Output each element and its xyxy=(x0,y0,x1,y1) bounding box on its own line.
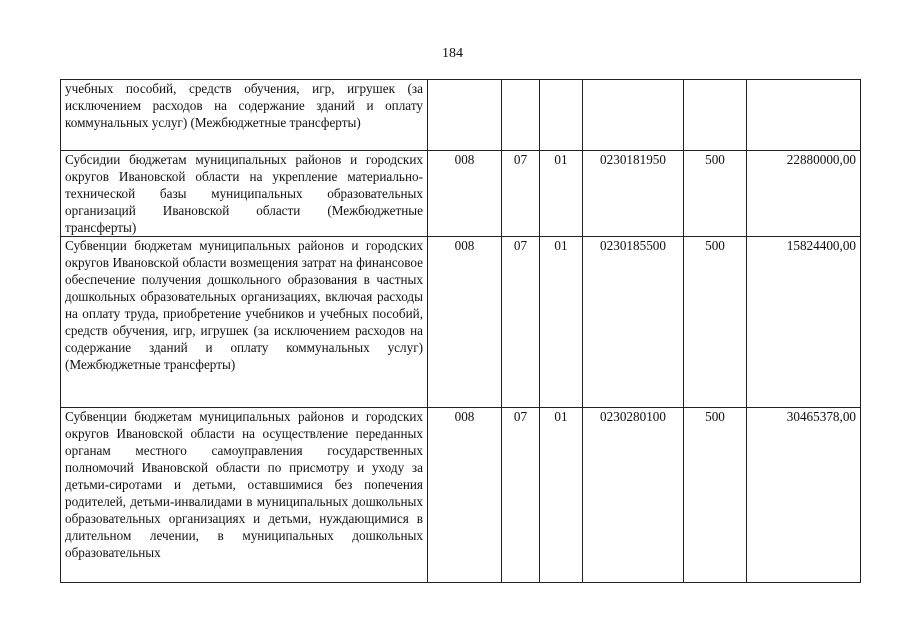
table-row xyxy=(61,408,861,583)
section-code: 07 xyxy=(502,151,540,237)
target-article-code: 0230181950 xyxy=(583,151,684,237)
section-code: 07 xyxy=(502,408,540,583)
target-article-code: 0230185500 xyxy=(583,237,684,408)
ministry-code: 008 xyxy=(428,408,502,583)
page-number: 184 xyxy=(442,46,463,61)
expense-type-code: 500 xyxy=(684,408,747,583)
subsection-code xyxy=(540,80,583,151)
row-description: Субсидии бюджетам муниципальных районов и городских округов Ивановской области на укрепление материально-технической базы муниципальных образовательных организаций Ивановской области (Межбюджетные трансферты) xyxy=(61,151,428,237)
expense-type-code: 500 xyxy=(684,237,747,408)
amount: 30465378,00 xyxy=(747,408,861,583)
table-row xyxy=(61,237,861,408)
budget-table xyxy=(60,79,861,583)
ministry-code: 008 xyxy=(428,237,502,408)
amount: 15824400,00 xyxy=(747,237,861,408)
expense-type-code xyxy=(684,80,747,151)
target-article-code xyxy=(583,80,684,151)
row-description: Субвенции бюджетам муниципальных районов и городских округов Ивановской области возмещения затрат на финансовое обеспечение получения дошкольного образования в частных дошкольных образовательных организациях, включая расходы на оплату труда, приобретение учебников и учебных пособий, средств обучения, игр, игрушек (за исключением расходов на содержание зданий и оплату коммунальных услуг) (Межбюджетные трансферты) xyxy=(61,237,428,408)
amount xyxy=(747,80,861,151)
target-article-code: 0230280100 xyxy=(583,408,684,583)
table-row xyxy=(61,80,861,151)
subsection-code: 01 xyxy=(540,408,583,583)
section-code: 07 xyxy=(502,237,540,408)
subsection-code: 01 xyxy=(540,237,583,408)
expense-type-code: 500 xyxy=(684,151,747,237)
section-code xyxy=(502,80,540,151)
subsection-code: 01 xyxy=(540,151,583,237)
table-row xyxy=(61,151,861,237)
row-description: Субвенции бюджетам муниципальных районов и городских округов Ивановской области на осуществление переданных органам местного самоуправления государственных полномочий Ивановской области по присмотру и уходу за детьми-сиротами и детьми, оставшимися без попечения родителей, детьми-инвалидами в муниципальных дошкольных образовательных организациях и детьми, нуждающимися в длительном лечении, в муниципальных дошкольных образовательных xyxy=(61,408,428,583)
ministry-code xyxy=(428,80,502,151)
ministry-code: 008 xyxy=(428,151,502,237)
amount: 22880000,00 xyxy=(747,151,861,237)
row-description: учебных пособий, средств обучения, игр, игрушек (за исключением расходов на содержание зданий и оплату коммунальных услуг) (Межбюджетные трансферты) xyxy=(61,80,428,151)
